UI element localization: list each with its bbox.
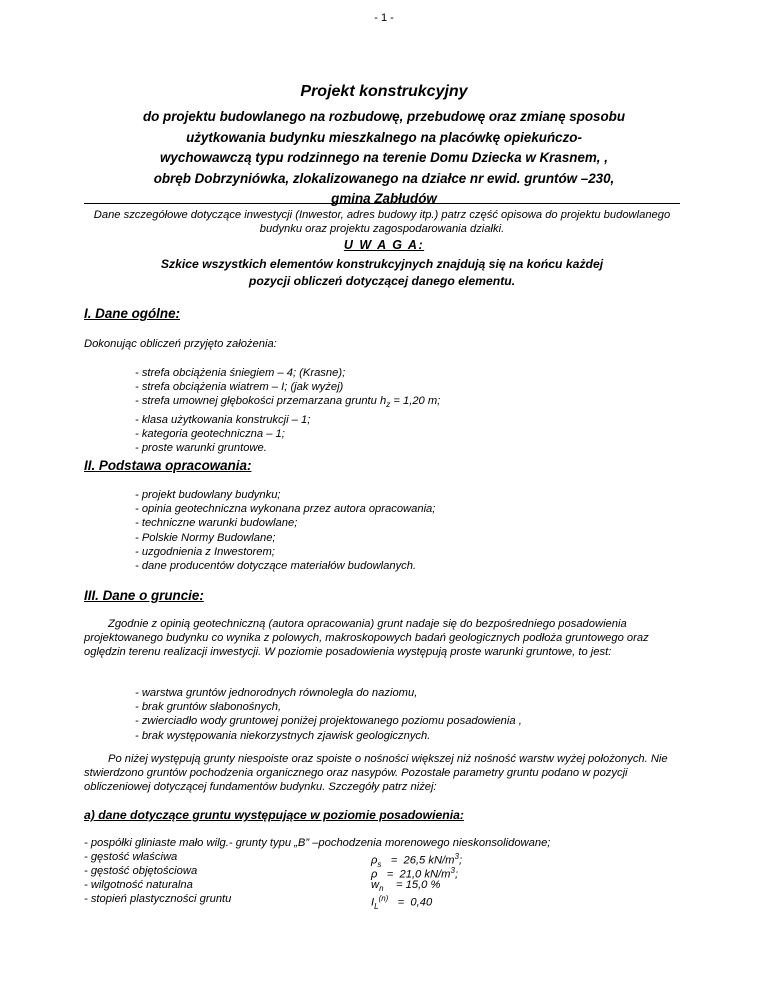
section-2-heading: II. Podstawa opracowania: (84, 458, 252, 473)
param-label: - wilgotność naturalna (84, 879, 193, 891)
param-row (84, 864, 684, 881)
param-row (84, 892, 684, 911)
section-2-list (135, 488, 695, 573)
soil-parameters (84, 836, 684, 911)
list-item: - zwierciadło wody gruntowej poniżej projektowanego poziomu posadowienia , (135, 715, 522, 728)
param-symbol: I (371, 896, 375, 909)
list-item: - strefa obciążenia śniegiem – 4; (Krasne); (135, 367, 346, 379)
param-row (84, 850, 684, 869)
param-value (371, 892, 432, 914)
list-item: - brak gruntów słabonośnych, (135, 701, 282, 714)
list-item: - warstwa gruntów jednorodnych równoległa do naziomu, (135, 687, 418, 699)
section-1-intro: Dokonując obliczeń przyjęto założenia: (84, 338, 277, 350)
soil-description: - pospółki gliniaste mało wilg.- grunty typu „B” –pochodzenia morenowego nieskonsolidowane; (84, 837, 551, 849)
investment-info-text: Dane szczegółowe dotyczące inwestycji (Inwestor, adres budowy itp.) patrz część opisowa do projektu budowlanego budynku oraz projektu zagospodarowania działki. (93, 209, 671, 235)
list-item (135, 394, 695, 412)
uwaga-label: U W A G A: (343, 238, 425, 252)
list-item: - klasa użytkowania konstrukcji – 1; (135, 413, 311, 426)
param-number: = 26,5 kN/m (381, 854, 455, 867)
list-item: - projekt budowlany budynku; (135, 489, 281, 501)
param-number: = 15,0 % (383, 879, 441, 891)
param-label: - gęstość właściwa (84, 851, 178, 863)
list-item: - proste warunki gruntowe. (135, 442, 267, 455)
section-3-list (135, 686, 695, 743)
list-item: - dane producentów dotyczące materiałów budowlanych. (135, 560, 417, 573)
soil-data-subheading: a) dane dotyczące gruntu występujące w poziomie posadowienia: (84, 808, 464, 822)
section-1-list (135, 366, 695, 455)
list-item: - Polskie Normy Budowlane; (135, 531, 276, 544)
section-3-heading: III. Dane o gruncie: (84, 588, 204, 603)
list-item: - opinia geotechniczna wykonana przez autora opracowania; (135, 503, 436, 516)
param-tail: ; (454, 868, 459, 881)
frost-depth-text: - strefa umownej głębokości przemarzana gruntu h (135, 395, 387, 408)
param-superscript: (n) (378, 894, 389, 903)
title-divider (84, 203, 680, 204)
uwaga-note-line: pozycji obliczeń dotyczącej danego elementu. (248, 274, 516, 288)
param-symbol: w (371, 879, 380, 891)
subtitle-line: gmina Zabłudów (331, 191, 437, 206)
param-tail: ; (458, 854, 463, 867)
param-subscript: n (379, 884, 384, 894)
param-unit-exponent: 3 (454, 852, 459, 861)
list-item: - brak występowania niekorzystnych zjawisk geologicznych. (135, 729, 431, 742)
subtitle-line: wychowawczą typu rodzinnego na terenie Domu Dziecka w Krasnem, , (160, 150, 608, 165)
list-item: - kategoria geotechniczna – 1; (135, 428, 285, 441)
param-number: = 21,0 kN/m (377, 868, 451, 881)
param-label: - stopień plastyczności gruntu (84, 893, 232, 905)
page-number: - 1 - (374, 12, 394, 24)
param-symbol: ρ (371, 868, 378, 881)
document-subtitle (86, 107, 682, 210)
list-item: - techniczne warunki budowlane; (135, 517, 298, 530)
list-item: - strefa obciążenia wiatrem – I; (jak wyżej) (135, 381, 344, 394)
list-item: - uzgodnienia z Inwestorem; (135, 545, 275, 558)
param-unit-exponent: 3 (450, 866, 455, 875)
param-row (84, 878, 684, 892)
section-3-paragraph-1: Zgodnie z opinią geotechniczną (autora opracowania) grunt nadaje się do bezpośredniego posadowienia projektowanego budynku co wynika z polowych, makroskopowych badań geologicznych podłoża gruntowego oraz oględzin terenu realizacji inwestycji. W poziomie posadowienia występują proste warunki gruntowe, to jest: (84, 618, 649, 658)
frost-depth-subscript: z (386, 400, 391, 410)
uwaga-note-line: Szkice wszystkich elementów konstrukcyjnych znajdują się na końcu każdej (160, 257, 604, 271)
document-title: Projekt konstrukcyjny (300, 83, 468, 100)
uwaga-note (84, 256, 680, 290)
subtitle-line: użytkowania budynku mieszkalnego na placówkę opiekuńczo- (186, 129, 582, 145)
section-3-paragraph-2: Po niżej występują grunty niespoiste oraz spoiste o nośności większej niż nośność warstw wyżej położonych. Nie stwierdzono gruntów pochodzenia organicznego oraz nasypów. Pozostałe parametry gruntu podano w pozycji obliczeniowej dotyczącej fundamentów budynku. Szczegóły patrz niżej: (84, 753, 668, 793)
subtitle-line: do projektu budowlanego na rozbudowę, przebudowę oraz zmianę sposobu (142, 109, 626, 124)
section-1-heading: I. Dane ogólne: (84, 306, 180, 321)
param-label: - gęstość objętościowa (84, 865, 198, 877)
param-symbol: ρ (371, 854, 378, 867)
frost-depth-value: = 1,20 m; (390, 395, 441, 408)
param-subscript: L (374, 901, 379, 911)
param-number: = 0,40 (388, 896, 433, 909)
param-subscript: s (377, 859, 382, 869)
subtitle-line: obręb Dobrzyniówka, zlokalizowanego na działce nr ewid. gruntów –230, (153, 170, 615, 186)
